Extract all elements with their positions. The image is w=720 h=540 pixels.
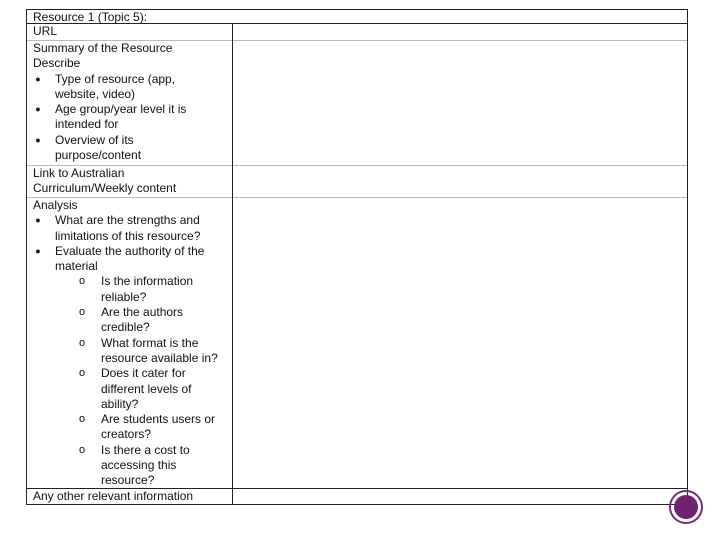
- describe-label: Describe: [33, 56, 81, 71]
- bullet-icon: ●: [35, 215, 41, 226]
- sub-bullet-text: resource?: [101, 473, 155, 488]
- bullet-item: [33, 133, 229, 164]
- sub-bullet-text: resource available in?: [101, 350, 218, 365]
- bullet-text: Overview of its: [55, 132, 134, 147]
- row-other-info: Any other relevant information: [33, 489, 194, 503]
- sub-bullet-text: Does it cater for: [101, 366, 186, 381]
- bullet-text: Type of resource (app,: [55, 71, 176, 86]
- row-url: [33, 24, 229, 39]
- bullet-item: [33, 72, 229, 103]
- bullet-icon: ●: [35, 245, 41, 256]
- circle-icon: o: [78, 443, 86, 456]
- column-divider: [232, 24, 233, 504]
- curriculum-label: Curriculum/Weekly content: [33, 181, 177, 196]
- sub-bullet-text: Is the information: [101, 274, 194, 289]
- curriculum-label: Link to Australian: [33, 166, 125, 180]
- sub-bullet-text: creators?: [101, 427, 152, 442]
- sub-bullet-text: What format is the: [101, 335, 199, 350]
- sub-bullet-item: [33, 336, 229, 367]
- bullet-text: What are the strengths and: [55, 213, 200, 228]
- sub-bullet-text: credible?: [101, 320, 150, 335]
- slide-badge-icon[interactable]: [669, 490, 703, 524]
- analysis-label: Analysis: [33, 198, 78, 212]
- bullet-icon: ●: [35, 134, 41, 145]
- circle-icon: o: [78, 413, 86, 426]
- sub-bullet-text: accessing this: [101, 458, 177, 473]
- sub-bullet-text: Are the authors: [101, 305, 184, 320]
- bullet-icon: ●: [35, 73, 41, 84]
- bullet-item: [33, 102, 229, 133]
- summary-label: Summary of the Resource: [33, 41, 173, 55]
- row-divider: [233, 165, 687, 166]
- bullet-item: [33, 244, 229, 275]
- circle-icon: o: [78, 275, 86, 288]
- resource-table: [26, 9, 688, 505]
- sub-bullet-item: [33, 274, 229, 305]
- sub-bullet-item: [33, 366, 229, 412]
- bullet-text: intended for: [55, 117, 119, 132]
- sub-bullet-item: [33, 412, 229, 443]
- sub-bullet-text: reliable?: [101, 289, 147, 304]
- badge-center-icon: [674, 495, 698, 519]
- bullet-text: limitations of this resource?: [55, 228, 201, 243]
- row-url-label: URL: [33, 24, 58, 38]
- row-curriculum: [33, 166, 229, 197]
- table-title: Resource 1 (Topic 5):: [27, 10, 687, 24]
- circle-icon: o: [78, 306, 86, 319]
- bullet-text: website, video): [55, 86, 136, 101]
- row-summary: [33, 41, 229, 163]
- row-divider: [233, 197, 687, 198]
- circle-icon: o: [78, 336, 86, 349]
- row-divider: [233, 40, 687, 41]
- sub-bullet-item: [33, 305, 229, 336]
- row-analysis: [33, 198, 229, 489]
- sub-bullet-text: different levels of: [101, 381, 192, 396]
- bullet-text: Evaluate the authority of the: [55, 243, 205, 258]
- bullet-text: material: [55, 259, 98, 274]
- sub-bullet-item: [33, 443, 229, 489]
- bullet-item: [33, 213, 229, 244]
- bullet-icon: ●: [35, 104, 41, 115]
- sub-bullet-text: ability?: [101, 396, 139, 411]
- sub-bullet-text: Is there a cost to: [101, 442, 190, 457]
- bullet-text: purpose/content: [55, 148, 142, 163]
- bullet-text: Age group/year level it is: [55, 102, 187, 117]
- sub-bullet-text: Are students users or: [101, 412, 216, 427]
- circle-icon: o: [78, 367, 86, 380]
- right-border: [687, 10, 688, 504]
